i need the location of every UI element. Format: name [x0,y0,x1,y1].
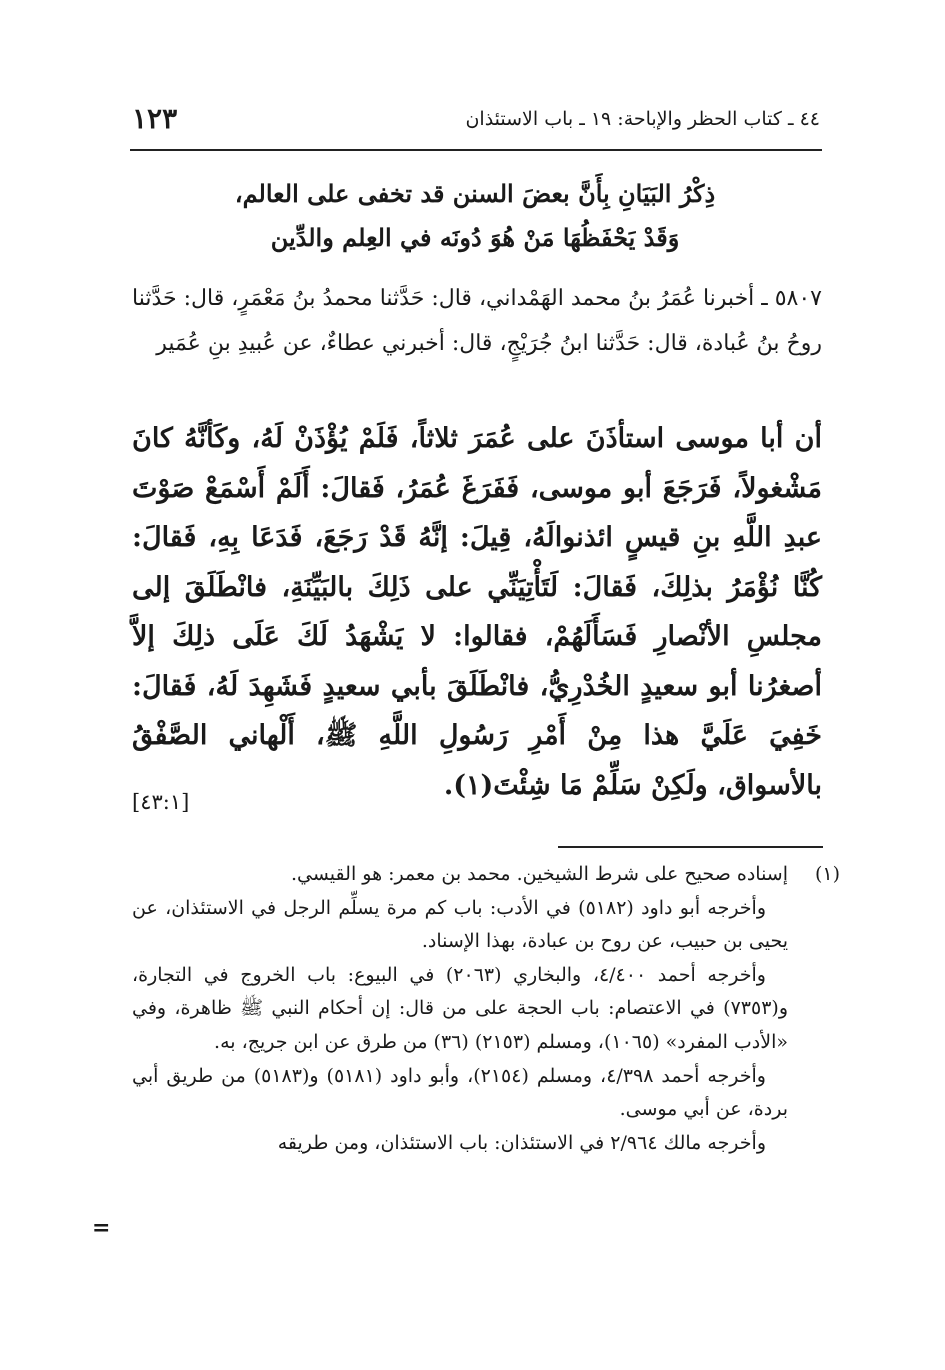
chapter-heading-line1: ذِكْرُ البَيَانِ بِأَنَّ بعضَ السنن قد تخفى على العالم، [234,179,716,208]
footnote-paragraph: وأخرجه أحمد ٤/٣٩٨، ومسلم (٢١٥٤)، وأبو داود (٥١٨١) و(٥١٨٣) من طريق أبي بردة، عن أبي موسى. [132,1064,788,1121]
running-title: ٤٤ ـ كتاب الحظر والإباحة: ١٩ ـ باب الاستئذان [465,108,820,130]
footnote-number: (١) [814,863,840,885]
page-number: ١٢٣ [132,102,178,135]
footnote-paragraph: إسناده صحيح على شرط الشيخين. محمد بن معمر: هو القيسي. [290,863,788,885]
footnote-paragraph: وأخرجه مالك ٢/٩٦٤ في الاستئذان: باب الاستئذان، ومن طريقه [277,1131,766,1154]
source-reference: [٤٣:١] [132,790,190,814]
hadith-matn: أن أبا موسى استأذَنَ على عُمَرَ ثلاثاً، فَلَمْ يُؤْذَنْ لَهُ، وكَأنَّهُ كانَ مَشْغولاً، فَرَجَعَ أبو موسى، فَفَرَغَ عُمَرُ، فَقالَ: أَلَمْ أَسْمَعْ صَوْتَ عبدِ اللَّهِ بنِ قيسٍ ائذنوالَهُ، قِيلَ: إنَّهُ قَدْ رَجَعَ، فَدَعَا بِهِ، فَقالَ: كُنَّا نُؤْمَرُ بذلِكَ، فَقالَ: لَتَأْتِيَنِّي على ذَلِكَ بالبَيِّنَةِ، فانْطَلَقَ إلى مجلسِ الأنْصارِ فَسَأَلَهُمْ، فقالوا: لا يَشْهَدُ لَكَ عَلَى ذلِكَ إلاَّ أصغرُنا أبو سعيدٍ الخُدْرِيُّ، فانْطَلَقَ بأبي سعيدٍ فَشَهِدَ لَهُ، فَقالَ: خَفِيَ عَلَيَّ هذا مِنْ أَمْرِ رَسُولِ اللَّهِ ﷺ، أَلْهاني الصَّفْقُ بالأسواق، ولَكِنْ سَلِّمْ مَا شِئْتَ(١). [132,423,822,801]
footnote-rule [558,846,823,848]
footnotes [132,858,840,1160]
running-header [130,100,820,144]
footnote-paragraph: وأخرجه أبو داود (٥١٨٢) في الأدب: باب كم مرة يسلِّم الرجل في الاستئذان، عن يحيى بن حبيب، عن روح بن عبادة، بهذا الإسناد. [132,896,788,953]
chapter-heading [150,172,800,260]
chapter-heading-line2: وَقَدْ يَحْفَظُهَا مَنْ هُوَ دُونَه في العِلم والدِّين [270,223,680,252]
footnote-paragraph: وأخرجه أحمد ٤/٤٠٠، والبخاري (٢٠٦٣) في البيوع: باب الخروج في التجارة، و(٧٣٥٣) في الاعتصام: باب الحجة على من قال: إن أحكام النبي ﷺ ظاهرة، وفي «الأدب المفرد» (١٠٦٥)، ومسلم (٢١٥٣) (٣٦) من طرق عن ابن جريج، به. [132,963,788,1053]
continuation-mark: = [92,1215,111,1241]
header-rule [130,149,822,151]
hadith-isnad: ٥٨٠٧ ـ أخبرنا عُمَرُ بنُ محمد الهَمْداني، قال: حَدَّثنا محمدُ بنُ مَعْمَرٍ، قال: حَدَّثنا روحُ بنُ عُبادة، قال: حَدَّثنا ابنُ جُرَيْجٍ، قال: أخبرني عطاءٌ، عن عُبيدِ بنِ عُمَير [132,286,822,356]
